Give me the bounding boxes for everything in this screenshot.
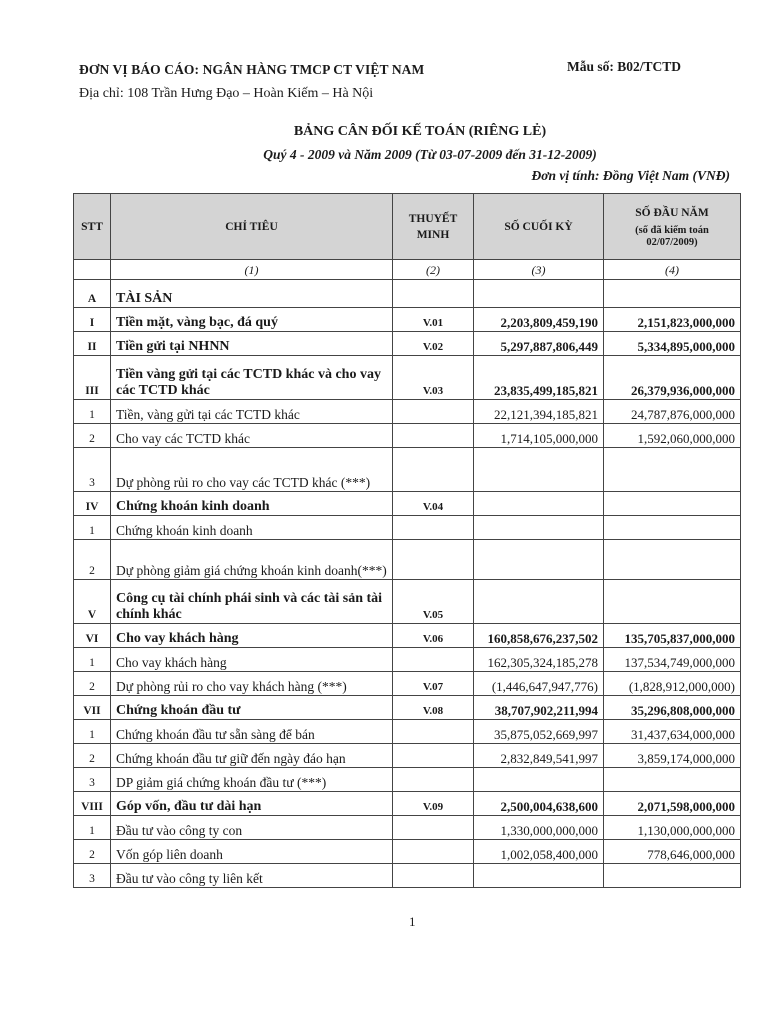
row-stt: 3 [74, 864, 111, 888]
row-name: Đầu tư vào công ty con [111, 816, 393, 840]
table-row [74, 720, 741, 744]
row-name: Chứng khoán đầu tư sẵn sàng để bán [111, 720, 393, 744]
row-stt: V [74, 580, 111, 624]
row-name: Đầu tư vào công ty liên kết [111, 864, 393, 888]
table-row [74, 492, 741, 516]
table-row [74, 648, 741, 672]
row-begin-value: 778,646,000,000 [604, 840, 741, 864]
row-stt: IV [74, 492, 111, 516]
col-num: (4) [604, 260, 741, 280]
table-row [74, 540, 741, 580]
report-period: Quý 4 - 2009 và Năm 2009 (Từ 03-07-2009 đến 31-12-2009) [263, 147, 597, 162]
table-row [74, 792, 741, 816]
row-name: Chứng khoán đầu tư giữ đến ngày đáo hạn [111, 744, 393, 768]
col-num: (3) [474, 260, 604, 280]
table-row [74, 672, 741, 696]
row-note: V.04 [393, 492, 474, 516]
row-note [393, 540, 474, 580]
col-header-end: SỐ CUỐI KỲ [474, 194, 604, 260]
row-end-value: 162,305,324,185,278 [474, 648, 604, 672]
row-note: V.03 [393, 356, 474, 400]
row-end-value: 2,500,004,638,600 [474, 792, 604, 816]
row-end-value [474, 492, 604, 516]
document-title: BẢNG CÂN ĐỐI KẾ TOÁN (RIÊNG LẺ) [293, 124, 547, 139]
col-num: (2) [393, 260, 474, 280]
row-begin-value: 31,437,634,000,000 [604, 720, 741, 744]
row-note: V.06 [393, 624, 474, 648]
row-name: Cho vay khách hàng [111, 648, 393, 672]
row-end-value [474, 280, 604, 308]
row-begin-value: 26,379,936,000,000 [604, 356, 741, 400]
row-note [393, 816, 474, 840]
row-name: Tiền gửi tại NHNN [111, 332, 393, 356]
row-name: Góp vốn, đầu tư dài hạn [111, 792, 393, 816]
row-note: V.07 [393, 672, 474, 696]
row-begin-value [604, 540, 741, 580]
row-note [393, 744, 474, 768]
row-begin-value: 1,130,000,000,000 [604, 816, 741, 840]
row-stt: 1 [74, 516, 111, 540]
row-name: Vốn góp liên doanh [111, 840, 393, 864]
row-begin-value [604, 580, 741, 624]
row-note [393, 648, 474, 672]
row-name: Chứng khoán đầu tư [111, 696, 393, 720]
row-name: Tiền, vàng gửi tại các TCTD khác [111, 400, 393, 424]
col-header-stt: STT [74, 194, 111, 260]
row-stt: 1 [74, 816, 111, 840]
row-begin-value [604, 448, 741, 492]
row-begin-value: 135,705,837,000,000 [604, 624, 741, 648]
row-name: Chứng khoán kinh doanh [111, 516, 393, 540]
row-end-value [474, 864, 604, 888]
row-stt: I [74, 308, 111, 332]
row-name: Cho vay khách hàng [111, 624, 393, 648]
row-end-value [474, 540, 604, 580]
row-begin-value [604, 280, 741, 308]
row-name: DP giảm giá chứng khoán đầu tư (***) [111, 768, 393, 792]
row-note: V.01 [393, 308, 474, 332]
row-note [393, 516, 474, 540]
row-begin-value: 24,787,876,000,000 [604, 400, 741, 424]
row-note: V.09 [393, 792, 474, 816]
row-begin-value: 2,071,598,000,000 [604, 792, 741, 816]
row-name: Tiền vàng gửi tại các TCTD khác và cho vay các TCTD khác [111, 356, 393, 400]
row-begin-value: 5,334,895,000,000 [604, 332, 741, 356]
page-number: 1 [409, 914, 416, 929]
row-end-value: 35,875,052,669,997 [474, 720, 604, 744]
currency-unit: Đơn vị tính: Đồng Việt Nam (VNĐ) [531, 168, 730, 183]
table-body [74, 260, 741, 888]
row-begin-value [604, 768, 741, 792]
row-stt: 1 [74, 720, 111, 744]
row-end-value: 5,297,887,806,449 [474, 332, 604, 356]
row-stt: 2 [74, 672, 111, 696]
row-end-value: 23,835,499,185,821 [474, 356, 604, 400]
row-begin-value: 35,296,808,000,000 [604, 696, 741, 720]
col-header-name: CHỈ TIÊU [111, 194, 393, 260]
table-row [74, 696, 741, 720]
table-row [74, 400, 741, 424]
row-note [393, 424, 474, 448]
row-stt: 2 [74, 540, 111, 580]
col-header-begin [604, 194, 741, 260]
table-header-row [74, 194, 741, 260]
row-stt: 2 [74, 744, 111, 768]
table-row [74, 624, 741, 648]
table-row [74, 448, 741, 492]
row-begin-value: 1,592,060,000,000 [604, 424, 741, 448]
row-begin-value: (1,828,912,000,000) [604, 672, 741, 696]
org-header: ĐƠN VỊ BÁO CÁO: NGÂN HÀNG TMCP CT VIỆT NAM [79, 62, 425, 77]
row-name: Chứng khoán kinh doanh [111, 492, 393, 516]
row-end-value: 2,203,809,459,190 [474, 308, 604, 332]
row-stt: 1 [74, 400, 111, 424]
row-stt: VI [74, 624, 111, 648]
table-row [74, 332, 741, 356]
row-end-value: 1,330,000,000,000 [474, 816, 604, 840]
form-code: Mẫu số: B02/TCTD [567, 59, 682, 74]
row-end-value: 1,714,105,000,000 [474, 424, 604, 448]
address: Địa chỉ: 108 Trần Hưng Đạo – Hoàn Kiếm – Hà Nội [79, 86, 374, 101]
balance-sheet-table [73, 193, 741, 888]
row-note [393, 448, 474, 492]
row-end-value: 1,002,058,400,000 [474, 840, 604, 864]
table-row [74, 744, 741, 768]
row-name: Dự phòng rủi ro cho vay các TCTD khác (***) [111, 448, 393, 492]
row-stt: 1 [74, 648, 111, 672]
row-stt: VII [74, 696, 111, 720]
row-end-value [474, 448, 604, 492]
row-stt: 2 [74, 840, 111, 864]
row-end-value [474, 768, 604, 792]
row-stt: II [74, 332, 111, 356]
col-header-begin-note: (số đã kiểm toán 02/07/2009) [635, 224, 709, 248]
row-note [393, 768, 474, 792]
row-begin-value: 137,534,749,000,000 [604, 648, 741, 672]
row-end-value: 160,858,676,237,502 [474, 624, 604, 648]
table-row [74, 280, 741, 308]
row-note [393, 720, 474, 744]
row-stt: 3 [74, 768, 111, 792]
row-name: Công cụ tài chính phái sinh và các tài sản tài chính khác [111, 580, 393, 624]
row-note [393, 840, 474, 864]
table-row [74, 356, 741, 400]
row-name: TÀI SẢN [111, 280, 393, 308]
row-stt: III [74, 356, 111, 400]
row-end-value: (1,446,647,947,776) [474, 672, 604, 696]
row-end-value: 38,707,902,211,994 [474, 696, 604, 720]
row-note: V.05 [393, 580, 474, 624]
table-row [74, 768, 741, 792]
row-begin-value: 3,859,174,000,000 [604, 744, 741, 768]
row-begin-value [604, 864, 741, 888]
column-number-row [74, 260, 741, 280]
row-note: V.08 [393, 696, 474, 720]
row-note [393, 280, 474, 308]
table-row [74, 516, 741, 540]
row-begin-value [604, 516, 741, 540]
row-name: Dự phòng rủi ro cho vay khách hàng (***) [111, 672, 393, 696]
row-name: Cho vay các TCTD khác [111, 424, 393, 448]
row-begin-value: 2,151,823,000,000 [604, 308, 741, 332]
col-header-note: THUYẾT MINH [393, 194, 474, 260]
row-end-value: 2,832,849,541,997 [474, 744, 604, 768]
row-end-value [474, 516, 604, 540]
col-header-begin-label: SỐ ĐẦU NĂM [635, 206, 709, 219]
row-stt: VIII [74, 792, 111, 816]
row-begin-value [604, 492, 741, 516]
col-num: (1) [111, 260, 393, 280]
row-name: Tiền mặt, vàng bạc, đá quý [111, 308, 393, 332]
table-row [74, 580, 741, 624]
row-end-value: 22,121,394,185,821 [474, 400, 604, 424]
row-end-value [474, 580, 604, 624]
row-note [393, 864, 474, 888]
row-name: Dự phòng giảm giá chứng khoán kinh doanh(***) [111, 540, 393, 580]
table-row [74, 840, 741, 864]
table-row [74, 816, 741, 840]
table-row [74, 864, 741, 888]
row-note [393, 400, 474, 424]
row-stt: A [74, 280, 111, 308]
table-row [74, 424, 741, 448]
row-note: V.02 [393, 332, 474, 356]
row-stt: 3 [74, 448, 111, 492]
table-row [74, 308, 741, 332]
col-num [74, 260, 111, 280]
row-stt: 2 [74, 424, 111, 448]
